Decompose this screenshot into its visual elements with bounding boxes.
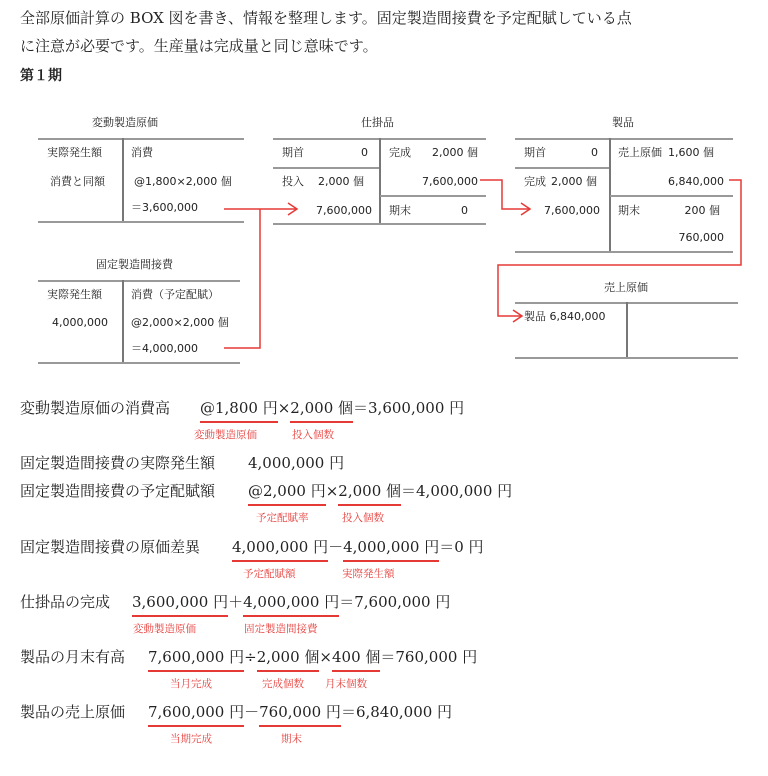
completed-units: 2,000 個: [432, 146, 478, 159]
arrow-fixed-to-wip: [224, 209, 260, 348]
calc-term: @1,800 円: [200, 399, 278, 417]
calc-term: 400 個: [331, 648, 381, 666]
ending-label: 期末: [618, 204, 640, 217]
period-heading: 第１期: [20, 68, 62, 84]
beginning-label: 期首: [524, 146, 546, 159]
cogs-label: 売上原価: [618, 146, 662, 159]
calc-operator: －: [244, 703, 260, 721]
credit-amount: ＝4,000,000: [131, 342, 198, 355]
calc-result: ＝0 円: [439, 538, 484, 556]
calc-annotation: 当期完成: [170, 733, 212, 745]
calc-label: 製品の月末有高: [20, 648, 126, 666]
calc-term: 4,000,000 円: [343, 538, 440, 556]
credit-calc: @2,000×2,000 個: [131, 316, 229, 329]
completed-amount: 7,600,000: [544, 204, 600, 217]
calc-term: 4,000,000 円: [232, 538, 329, 556]
calc-annotation: 投入個数: [342, 512, 384, 524]
calc-term: 7,600,000 円: [148, 648, 245, 666]
calc-variable-consumption: [20, 398, 464, 418]
calc-term: 2,000 個: [338, 482, 402, 500]
calc-fg-cogs: [20, 702, 452, 722]
calc-annotation: 固定製造間接費: [244, 623, 318, 635]
calc-term: 4,000,000 円: [248, 454, 345, 472]
calc-annotation: 期末: [281, 733, 302, 745]
box-diagram: [0, 0, 768, 380]
input-units: 2,000 個: [318, 175, 364, 188]
beginning-label: 期首: [282, 146, 304, 159]
calc-label: 固定製造間接費の実際発生額: [20, 454, 216, 472]
flow-arrows: [0, 0, 768, 380]
completed-amount: 7,600,000: [422, 175, 478, 188]
calc-term: @2,000 円: [248, 482, 326, 500]
credit-label: 消費: [131, 146, 153, 159]
calc-result: ＝7,600,000 円: [339, 593, 451, 611]
completed-label: 完成: [389, 146, 411, 159]
calc-annotation: 完成個数: [262, 678, 304, 690]
beginning-value: 0: [591, 146, 598, 159]
input-amount: 7,600,000: [316, 204, 372, 217]
calc-term: 7,600,000 円: [148, 703, 245, 721]
calc-annotation: 実際発生額: [342, 568, 395, 580]
intro-line-1: 全部原価計算の BOX 図を書き、情報を整理します。固定製造間接費を予定配賦している点: [20, 9, 632, 27]
calc-annotation: 投入個数: [292, 429, 334, 441]
debit-amount: 4,000,000: [52, 316, 108, 329]
credit-amount: ＝3,600,000: [131, 201, 198, 214]
calc-label: 製品の売上原価: [20, 703, 126, 721]
calc-annotation: 予定配賦額: [243, 568, 296, 580]
calc-wip-completion: [20, 592, 450, 612]
debit-label: 実際発生額: [47, 146, 102, 159]
beginning-value: 0: [361, 146, 368, 159]
ending-label: 期末: [389, 204, 411, 217]
calc-term: 3,600,000 円: [132, 593, 229, 611]
completed-label: 完成: [524, 175, 546, 188]
calc-fg-ending: [20, 647, 477, 667]
box-title: 製品: [612, 116, 634, 129]
credit-calc: @1,800×2,000 個: [134, 175, 232, 188]
calc-result: ＝3,600,000 円: [353, 399, 465, 417]
calc-operator: ＋: [228, 593, 244, 611]
calc-annotation: 変動製造原価: [194, 429, 257, 441]
cogs-units: 1,600 個: [668, 146, 714, 159]
arrow-fg-to-cogs: [498, 180, 741, 316]
debit-note: 消費と同額: [50, 175, 105, 188]
calc-annotation: 変動製造原価: [133, 623, 196, 635]
calc-result: ＝6,840,000 円: [340, 703, 453, 721]
calc-label: 固定製造間接費の原価差異: [20, 538, 201, 556]
calc-result: ＝760,000 円: [380, 648, 478, 666]
calc-fixed-applied: [20, 481, 512, 501]
debit-label: 実際発生額: [47, 288, 102, 301]
intro-line-2: に注意が必要です。生産量は完成量と同じ意味です。: [20, 37, 378, 55]
calc-label: 固定製造間接費の予定配賦額: [20, 482, 216, 500]
calc-term: 2,000 個: [256, 648, 320, 666]
completed-units: 2,000 個: [551, 175, 597, 188]
calc-annotation: 予定配賦率: [256, 512, 309, 524]
calc-label: 仕掛品の完成: [20, 593, 111, 611]
calc-operator: ×: [319, 648, 332, 666]
calc-result: ＝4,000,000 円: [401, 482, 513, 500]
calc-operator: ÷: [244, 648, 257, 666]
cogs-amount: 6,840,000: [668, 175, 724, 188]
box-title: 売上原価: [604, 281, 648, 294]
debit-entry: 製品 6,840,000: [524, 310, 606, 323]
input-label: 投入: [282, 175, 304, 188]
calc-operator: ×: [277, 399, 291, 417]
calc-label: 変動製造原価の消費高: [20, 399, 171, 417]
calc-operator: －: [328, 538, 344, 556]
calc-fixed-actual: [20, 453, 344, 473]
calc-term: 760,000 円: [259, 703, 341, 721]
ending-value: 0: [461, 204, 468, 217]
calc-annotation: 月末個数: [325, 678, 367, 690]
box-title: 固定製造間接費: [96, 258, 173, 271]
calc-operator: ×: [325, 482, 339, 500]
calc-annotation: 当月完成: [170, 678, 212, 690]
calc-term: 2,000 個: [290, 399, 354, 417]
ending-amount: 760,000: [678, 231, 724, 244]
box-title: 仕掛品: [361, 116, 394, 129]
calc-term: 4,000,000 円: [243, 593, 340, 611]
credit-label: 消費（予定配賦）: [131, 288, 219, 301]
ending-units: 200 個: [684, 204, 720, 217]
box-title: 変動製造原価: [92, 116, 158, 129]
calc-fixed-variance: [20, 537, 484, 557]
